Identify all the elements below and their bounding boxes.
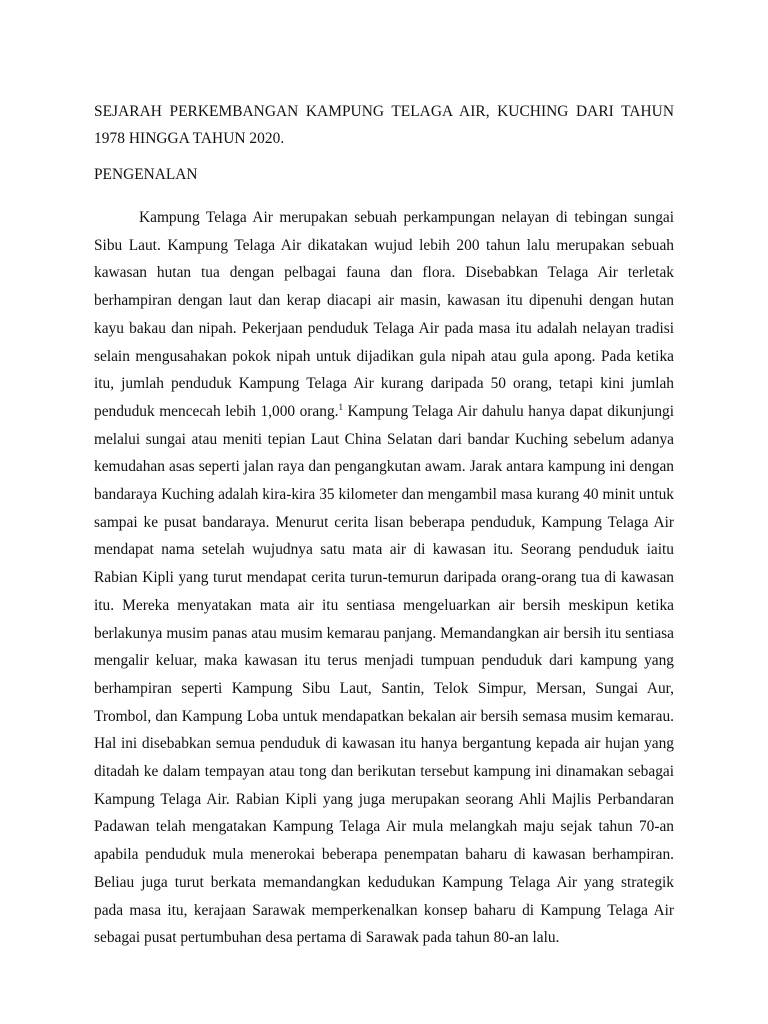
document-title: SEJARAH PERKEMBANGAN KAMPUNG TELAGA AIR, KUCHING DARI TAHUN 1978 HINGGA TAHUN 2020. <box>94 103 674 147</box>
paragraph-text-part1: Kampung Telaga Air merupakan sebuah perkampungan nelayan di tebingan sungai Sibu Laut. Kampung Telaga Air dikatakan wujud lebih 200 tahun lalu merupakan sebuah kawasan hutan tua dengan pelbagai fauna dan flora. Disebabkan Telaga Air terletak berhampiran dengan laut dan kerap diacapi air masin, kawasan itu dipenuhi dengan hutan kayu bakau dan nipah. Pekerjaan penduduk Telaga Air pada masa itu adalah nelayan tradisi selain mengusahakan pokok nipah untuk dijadikan gula nipah atau gula apong. Pada ketika itu, jumlah penduduk Kampung Telaga Air kurang daripada 50 orang, tetapi kini jumlah penduduk mencecah lebih 1,000 orang. <box>94 209 674 420</box>
section-heading: PENGENALAN <box>94 166 198 183</box>
paragraph-text-part2: Kampung Telaga Air dahulu hanya dapat dikunjungi melalui sungai atau meniti tepian Laut China Selatan dari bandar Kuching sebelum adanya kemudahan asas seperti jalan raya dan pengangkutan awam. Jarak antara kampung ini dengan bandaraya Kuching adalah kira-kira 35 kilometer dan mengambil masa kurang 40 minit untuk sampai ke pusat bandaraya. Menurut cerita lisan beberapa penduduk, Kampung Telaga Air mendapat nama setelah wujudnya satu mata air di kawasan itu. Seorang penduduk iaitu Rabian Kipli yang turut mendapat cerita turun-temurun daripada orang-orang tua di kawasan itu. Mereka menyatakan mata air itu sentiasa mengeluarkan air bersih meskipun ketika berlakunya musim panas atau musim kemarau panjang. Memandangkan air bersih itu sentiasa mengalir keluar, maka kawasan itu terus menjadi tumpuan penduduk dari kampung yang berhampiran seperti Kampung Sibu Laut, Santin, Telok Simpur, Mersan, Sungai Aur, Trombol, dan Kampung Loba untuk mendapatkan bekalan air bersih semasa musim kemarau. Hal ini disebabkan semua penduduk di kawasan itu hanya bergantung kepada air hujan yang ditadah ke dalam tempayan atau tong dan berikutan tersebut kampung ini dinamakan sebagai Kampung Telaga Air. Rabian Kipli yang juga merupakan seorang Ahli Majlis Perbandaran Padawan telah mengatakan Kampung Telaga Air mula melangkah maju sejak tahun 70-an apabila penduduk mula menerokai beberapa penempatan baharu di kawasan berhampiran. Beliau juga turut berkata memandangkan kedudukan Kampung Telaga Air yang strategik pada masa itu, kerajaan Sarawak memperkenalkan konsep baharu di Kampung Telaga Air sebagai pusat pertumbuhan desa pertama di Sarawak pada tahun 80-an lalu. <box>94 402 674 947</box>
footnote-reference: 1 <box>338 401 343 412</box>
body-paragraph <box>94 204 674 952</box>
